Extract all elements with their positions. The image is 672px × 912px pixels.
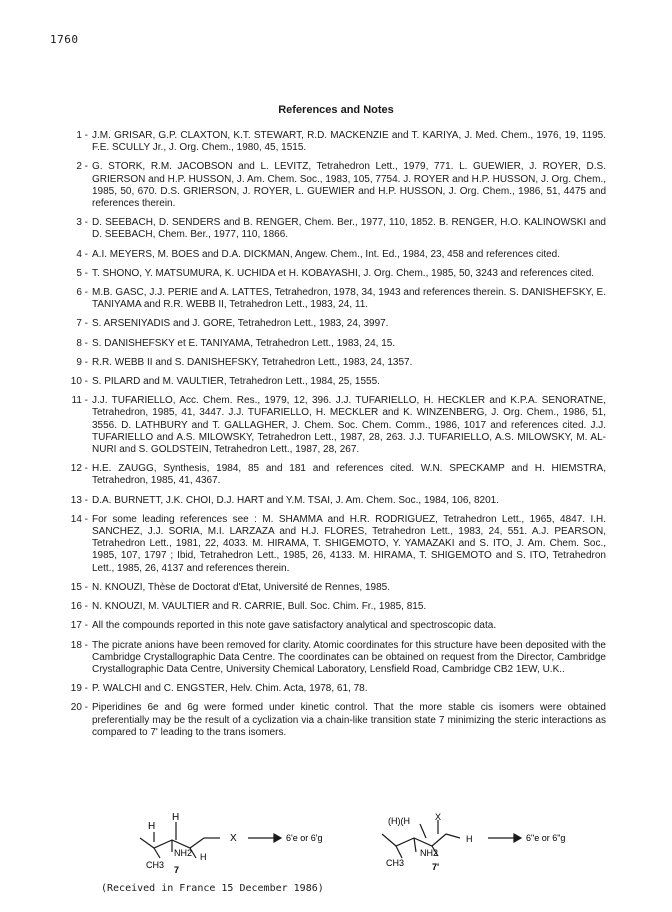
s7-label: 7 <box>174 865 180 874</box>
reference-list <box>46 130 606 746</box>
reference-text: N. KNOUZI, M. VAULTIER and R. CARRIE, Bull. Soc. Chim. Fr., 1985, 815. <box>92 601 427 613</box>
reference-number: 19 - <box>70 683 88 695</box>
reference-item <box>46 620 606 632</box>
reference-text: S. ARSENIYADIS and J. GORE, Tetrahedron Lett., 1983, 24, 3997. <box>92 318 389 330</box>
reference-item <box>46 357 606 369</box>
reference-item <box>46 318 606 330</box>
reference-text: R.R. WEBB II and S. DANISHEFSKY, Tetrahedron Lett., 1983, 24, 1357. <box>92 356 413 368</box>
s7p-nh2: NH2 <box>420 848 439 858</box>
reference-text: D. SEEBACH, D. SENDERS and B. RENGER, Chem. Ber., 1977, 110, 1852. B. RENGER, H.O. KALINOWSKI and D. SEEBACH, Chem. Ber., 1977, 110, 1866. <box>92 217 606 241</box>
reference-number: 18 - <box>70 639 88 651</box>
reference-text: Piperidines 6e and 6g were formed under kinetic control. That the more stable cis isomers were obtained preferentially may be the result of a cyclization via a chain-like transition state 7 minimizing the steric interactions as compared to 7' leading to the trans isomers. <box>92 702 606 738</box>
reference-item <box>46 287 606 311</box>
transition-state-figure <box>120 812 600 874</box>
reference-item <box>46 683 606 695</box>
reference-item <box>46 249 606 261</box>
reference-text: M.B. GASC, J.J. PERIE and A. LATTES, Tetrahedron, 1978, 34, 1943 and references therein. S. DANISHEFSKY, E. TANIYAMA and R.R. WEBB II, Tetrahedron Lett., 1983, 24, 11. <box>92 287 606 311</box>
reference-number: 9 - <box>76 356 88 368</box>
s7-ch3: CH3 <box>146 860 165 870</box>
reference-text: N. KNOUZI, Thèse de Doctorat d'Etat, Université de Rennes, 1985. <box>92 581 390 593</box>
s7-x: X <box>230 833 237 844</box>
reference-item <box>46 161 606 210</box>
reference-text: A.I. MEYERS, M. BOES and D.A. DICKMAN, Angew. Chem., Int. Ed., 1984, 23, 458 and references cited. <box>92 248 560 260</box>
reference-text: S. PILARD and M. VAULTIER, Tetrahedron Lett., 1984, 25, 1555. <box>92 376 380 388</box>
reference-text: D.A. BURNETT, J.K. CHOI, D.J. HART and Y.M. TSAI, J. Am. Chem. Soc., 1984, 106, 8201. <box>92 494 500 506</box>
reference-number: 7 - <box>76 318 88 330</box>
reference-number: 11 - <box>71 395 88 407</box>
reference-item <box>46 640 606 677</box>
s7-product: 6'e or 6'g <box>286 833 323 843</box>
reference-text: For some leading references see : M. SHAMMA and H.R. RODRIGUEZ, Tetrahedron Lett., 1965, 4847. I.H. SANCHEZ, J.J. SORIA, M.I. LARZAZA and H.J. FLORES, Tetrahedron Lett., 1983, 24, 551. A.J. PEARSON, Tetrahedron Lett., 1981, 22, 4033. M. HIRAMA, T. SHIGEMOTO, Y. YAMAZAKI and S. ITO, J. Am. Chem. Soc., 1985, 107, 1797 ; Ibid, Tetrahedron Lett., 1985, 26, 4133. M. HIRAMA, T. SHIGEMOTO and S. ITO, Tetrahedron Lett., 1985, 26, 4137 and references therein. <box>92 513 606 574</box>
reference-number: 14 - <box>70 513 88 525</box>
reference-number: 5 - <box>76 267 88 279</box>
reference-number: 8 - <box>76 337 88 349</box>
reference-item <box>46 601 606 613</box>
reference-text: J.M. GRISAR, G.P. CLAXTON, K.T. STEWART, R.D. MACKENZIE and T. KARIYA, J. Med. Chem., 1976, 19, 1195. F.E. SCULLY Jr., J. Org. Chem., 1980, 45, 1515. <box>92 130 606 154</box>
reference-text: The picrate anions have been removed for clarity. Atomic coordinates for this structure have been deposited with the Cambridge Crystallographic Data Centre. The coordinates can be obtained on request from the Director, Cambridge Crystallographic Data Centre, University Chemical Laboratory, Lensfield Road, Cambridge CB2 1EW, U.K.. <box>92 639 606 675</box>
reference-number: 17 - <box>70 620 88 632</box>
s7p-hh: (H)(H <box>388 816 410 826</box>
reference-number: 1 - <box>76 130 88 141</box>
reference-item <box>46 582 606 594</box>
reference-item <box>46 702 606 739</box>
reference-number: 16 - <box>70 601 88 613</box>
reaction-arrow-1 <box>248 834 281 842</box>
s7p-product: 6"e or 6"g <box>526 833 566 843</box>
reference-text: T. SHONO, Y. MATSUMURA, K. UCHIDA et H. KOBAYASHI, J. Org. Chem., 1985, 50, 3243 and references cited. <box>92 267 595 279</box>
reference-text: H.E. ZAUGG, Synthesis, 1984, 85 and 181 and references cited. W.N. SPECKAMP and H. HIEMSTRA, Tetrahedron, 1985, 41, 4367. <box>92 463 606 487</box>
reference-item <box>46 395 606 456</box>
reference-number: 12 - <box>70 463 88 475</box>
reference-text: G. STORK, R.M. JACOBSON and L. LEVITZ, Tetrahedron Lett., 1979, 771. L. GUEWIER, J. ROYER, D.S. GRIERSON and H.P. HUSSON, J. Am. Chem. Soc., 1983, 105, 7754. J. ROYER and H.P. HUSSON, J. Org. Chem., 1985, 50, 670. D.S. GRIERSON, J. ROYER, L. GUEWIER and H.P. HUSSON, J. Org. Chem., 1986, 51, 4475 and references therein. <box>92 161 606 210</box>
s7p-h: H <box>466 834 473 844</box>
reference-item <box>46 268 606 280</box>
s7-h3: H <box>200 852 207 862</box>
reference-number: 4 - <box>76 248 88 260</box>
s7p-label: 7' <box>432 862 440 872</box>
s7-nh2: NH2 <box>174 848 193 858</box>
reference-number: 6 - <box>76 287 88 299</box>
reference-item <box>46 463 606 487</box>
reference-number: 20 - <box>70 702 88 714</box>
reference-item <box>46 514 606 575</box>
reference-number: 3 - <box>76 217 88 229</box>
s7p-x: X <box>435 812 442 822</box>
reference-item <box>46 376 606 388</box>
reference-number: 10 - <box>70 376 88 388</box>
s7p-ch3: CH3 <box>386 858 405 868</box>
reference-item <box>46 338 606 350</box>
reference-text: J.J. TUFARIELLO, Acc. Chem. Res., 1979, 12, 396. J.J. TUFARIELLO, H. HECKLER and K.P.A. SENORATNE, Tetrahedron, 1985, 41, 3447. J.J. TUFARIELLO, H. MECKLER and K. WINZENBERG, J. Org. Chem., 1986, 51, 3556. D. LATHBURY and T. GALLAGHER, J. Chem. Soc. Chem. Comm., 1986, 1017 and references cited. J.J. TUFARIELLO and A.S. MILOWSKY, Tetrahedron Lett., 1987, 28, 263. J.J. TUFARIELLO, A.S. MILOWSKY, M. AL-NURI and S. GOLDSTEIN, Tetrahedron Lett., 1987, 28, 267. <box>92 395 606 456</box>
s7-h1: H <box>148 821 156 832</box>
reference-item <box>46 495 606 507</box>
received-date: (Received in France 15 December 1986) <box>101 883 324 894</box>
reference-number: 13 - <box>70 494 88 506</box>
section-heading: References and Notes <box>278 104 394 116</box>
reaction-arrow-2 <box>488 834 521 842</box>
reference-item <box>46 217 606 241</box>
reference-text: S. DANISHEFSKY et E. TANIYAMA, Tetrahedron Lett., 1983, 24, 15. <box>92 337 396 349</box>
reference-text: P. WALCHI and C. ENGSTER, Helv. Chim. Acta, 1978, 61, 78. <box>92 683 368 695</box>
reference-number: 15 - <box>70 581 88 593</box>
reference-number: 2 - <box>76 161 88 173</box>
reference-item <box>46 130 606 154</box>
s7-h2: H <box>172 812 180 823</box>
reference-text: All the compounds reported in this note gave satisfactory analytical and spectroscopic data. <box>92 620 497 632</box>
page-number: 1760 <box>50 33 79 46</box>
